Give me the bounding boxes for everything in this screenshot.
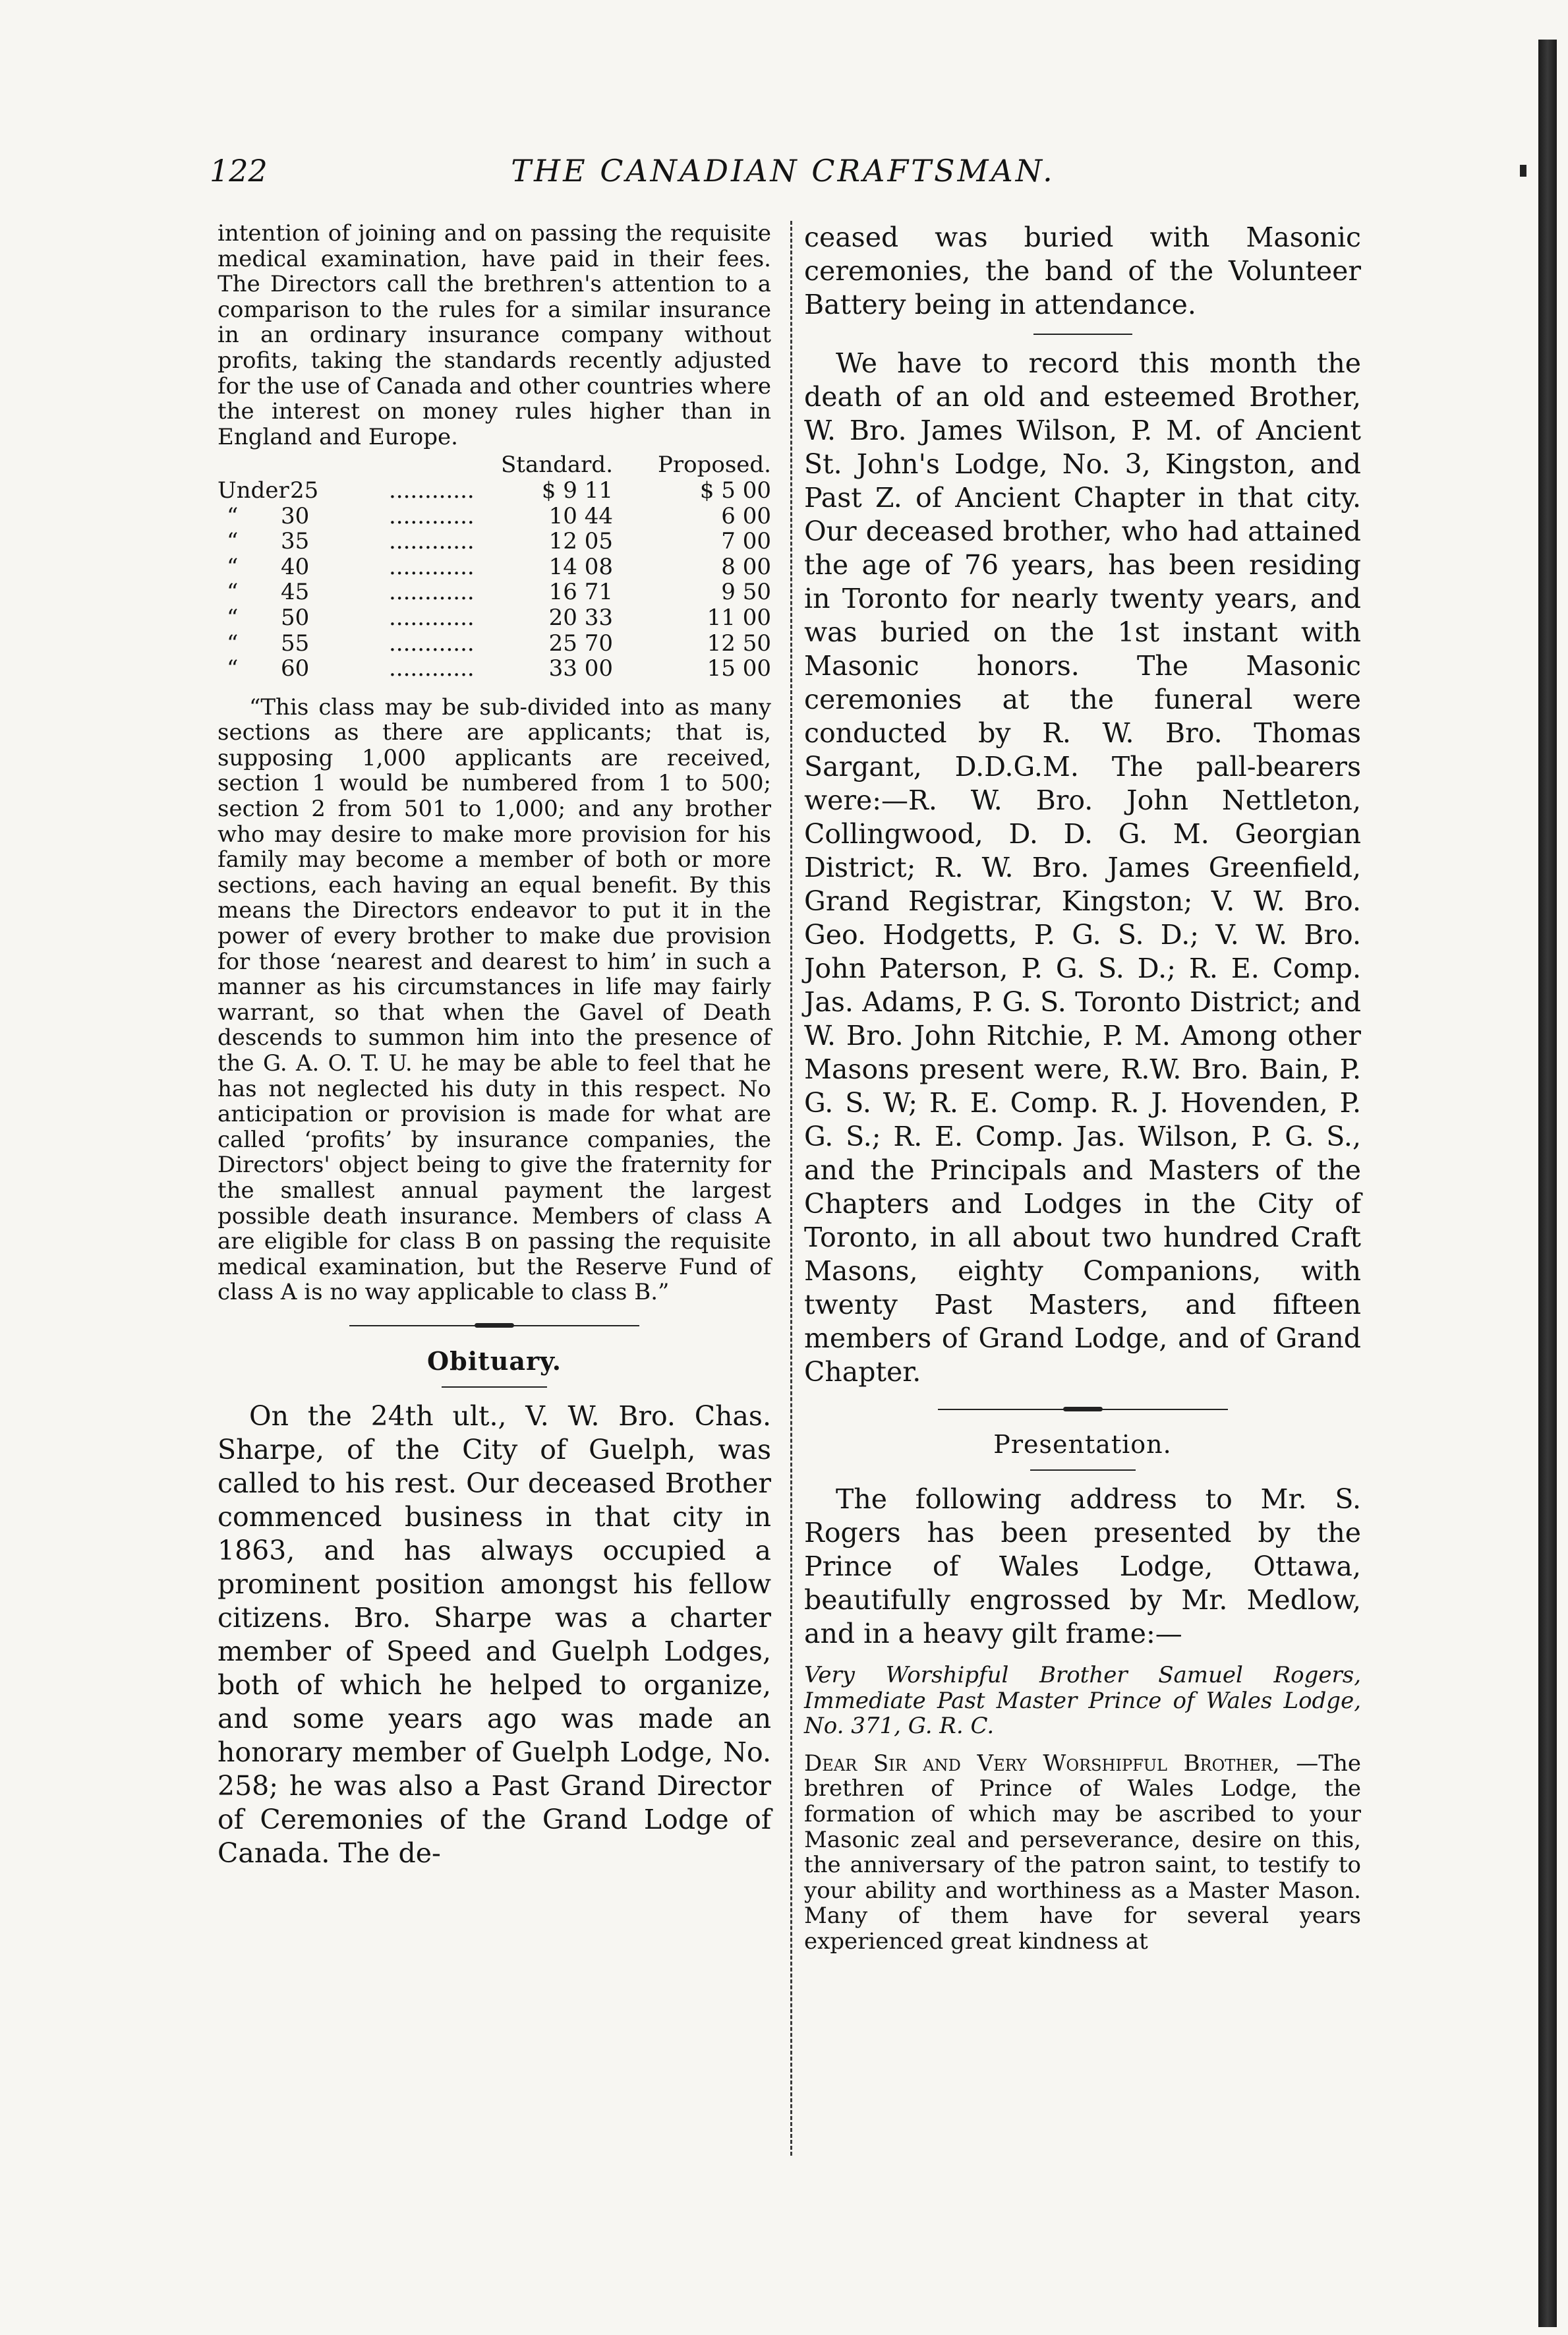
rates-table-row (218, 504, 771, 529)
rates-table-header (218, 452, 771, 478)
row-proposed-rate: 12 50 (707, 630, 771, 657)
row-leader-dots: ............ (389, 553, 475, 580)
obituary-wilson-paragraph: We have to record this month the death of an old and esteemed Brother, W. Bro. James Wilson, P. M. of Ancient St. John's Lodge, No. 3, Kingston, and Past Z. of Ancient Chapter in that city. Our deceased brother, who had attained the age of 76 years, has been residing in Toronto for nearly twenty years, and was buried on the 1st instant with Masonic honors. The Masonic ceremonies at the funeral were conducted by R. W. Bro. Thomas Sargant, D.D.G.M. The pall-bearers were:—R. W. Bro. John Nettleton, Collingwood, D. D. G. M. Georgian District; R. W. Bro. James Greenfield, Grand Registrar, Kingston; V. W. Bro. Geo. Hodgetts, P. G. S. D.; V. W. Bro. John Paterson, P. G. S. D.; R. E. Comp. Jas. Adams, P. G. S. Toronto District; and W. Bro. John Ritchie, P. M. Among other Masons present were, R.W. Bro. Bain, P. G. S. W; R. E. Comp. R. J. Hovenden, P. G. S.; R. E. Comp. Jas. Wilson, P. G. S., and the Principals and Masters of the Chapters and Lodges in the City of Toronto, in all about two hundred Craft Masons, eighty Companions, with twenty Past Masters, and fifteen members of Grand Lodge, and of Grand Chapter. (804, 347, 1361, 1388)
row-age: 35 (281, 528, 310, 555)
right-column (804, 221, 1361, 1955)
presentation-heading: Presentation. (993, 1430, 1172, 1459)
address-body-paragraph (804, 1751, 1361, 1955)
row-label: “ (227, 553, 239, 580)
running-title: THE CANADIAN CRAFTSMAN. (511, 153, 1055, 189)
section-rule (1033, 334, 1132, 335)
row-leader-dots: ............ (389, 630, 475, 657)
row-standard-rate: $ 9 11 (541, 477, 613, 504)
row-age: 50 (281, 604, 310, 631)
rates-table-row (218, 605, 771, 631)
page-edge-strip (1538, 40, 1557, 2327)
heading-rule (442, 1386, 547, 1388)
rates-table-row (218, 529, 771, 554)
row-label: “ (227, 655, 239, 682)
rates-table-row (218, 656, 771, 682)
column-rule (790, 221, 792, 2156)
insurance-intro-paragraph: intention of joining and on passing the requisite medical examination, have paid in their fees. The Directors call the brethren's attention to a comparison to the rules for a similar insurance in an ordinary insurance company without profits, taking the standards recently adjusted for the use of Canada and other countries where the interest on money rules higher than in England and Europe. (218, 220, 771, 450)
obituary-heading: Obituary. (427, 1345, 562, 1376)
row-standard-rate: 33 00 (548, 655, 613, 682)
row-label: “ (227, 604, 239, 631)
presentation-intro-paragraph: The following address to Mr. S. Rogers has been presented by the Prince of Wales Lodge, Ottawa, beautifully engrossed by Mr. Medlow, and in a heavy gilt frame:— (804, 1483, 1361, 1649)
ornamental-rule (938, 1407, 1228, 1411)
row-standard-rate: 12 05 (548, 528, 613, 555)
row-age: 45 (281, 579, 310, 606)
row-proposed-rate: 6 00 (721, 502, 771, 529)
row-leader-dots: ............ (389, 477, 475, 504)
edge-mark (1520, 165, 1526, 177)
address-recipient: Very Worshipful Brother Samuel Rogers, Immediate Past Master Prince of Wales Lodge, No. 371, G. R. C. (804, 1662, 1361, 1740)
rates-table-row (218, 579, 771, 605)
row-age: 25 (290, 477, 319, 504)
row-age: 60 (281, 655, 310, 682)
address-body-text: —The brethren of Prince of Wales Lodge, the formation of which may be ascribed to your Masonic zeal and perseverance, desire on this, the anniversary of the patron saint, to testify to your ability and worthiness as a Master Mason. Many of them have for several years experienced great kindness at (804, 1750, 1361, 1955)
row-leader-dots: ............ (389, 528, 475, 555)
heading-rule (1030, 1469, 1136, 1471)
header-standard: Standard. (501, 452, 613, 479)
row-label: “ (227, 528, 239, 555)
row-standard-rate: 14 08 (548, 553, 613, 580)
row-age: 55 (281, 630, 310, 657)
ornamental-rule (349, 1324, 639, 1328)
address-salutation: Dear Sir and Very Worshipful Brother, (804, 1750, 1280, 1777)
obituary-continuation: ceased was buried with Masonic ceremonies, the band of the Volunteer Battery being in attendance. (804, 222, 1361, 320)
rates-table-row (218, 554, 771, 580)
header-proposed: Proposed. (658, 452, 771, 479)
left-column (218, 221, 771, 1870)
obituary-sharpe-paragraph: On the 24th ult., V. W. Bro. Chas. Sharpe, of the City of Guelph, was called to his rest. Our deceased Brother commenced business in that city in 1863, and has always occupied a prominent position amongst his fellow citizens. Bro. Sharpe was a charter member of Speed and Guelph Lodges, both of which he helped to organize, and some years ago was made an honorary member of Guelph Lodge, No. 258; he was also a Past Grand Director of Ceremonies of the Grand Lodge of Canada. The de- (218, 1400, 771, 1869)
row-proposed-rate: 15 00 (707, 655, 771, 682)
row-standard-rate: 16 71 (548, 579, 613, 606)
row-proposed-rate: $ 5 00 (699, 477, 771, 504)
rates-table-body (218, 478, 771, 682)
row-standard-rate: 25 70 (548, 630, 613, 657)
rates-table-row (218, 631, 771, 657)
row-label: “ (227, 502, 239, 529)
row-leader-dots: ............ (389, 502, 475, 529)
row-proposed-rate: 7 00 (721, 528, 771, 555)
rates-table (218, 452, 771, 681)
page-number: 122 (210, 153, 268, 189)
class-quote-paragraph: “This class may be sub-divided into as many sections as there are applicants; that is, supposing 1,000 applicants are received, section 1 would be numbered from 1 to 500; section 2 from 501 to 1,000; and any brother who may desire to make more provision for his family may become a member of both or more sections, each having an equal benefit. By this means the Directors endeavor to put it in the power of every brother to make due provision for those ‘nearest and dearest to him’ in such a manner as his circumstances in life may fairly warrant, so that when the Gavel of Death descends to summon him into the presence of the G. A. O. T. U. he may be able to feel that he has not neglected his duty in this respect. No anticipation or provision is made for what are called ‘profits’ by insurance companies, the Directors' object being to give the fraternity for the smallest annual payment the largest possible death insurance. Members of class A are eligible for class B on passing the requisite medical examination, but the Reserve Fund of class A is no way applicable to class B.” (218, 694, 771, 1306)
row-label: “ (227, 630, 239, 657)
row-age: 40 (281, 553, 310, 580)
running-head (210, 153, 1356, 206)
row-leader-dots: ............ (389, 655, 475, 682)
row-leader-dots: ............ (389, 579, 475, 606)
row-label: Under (218, 477, 289, 504)
row-proposed-rate: 11 00 (707, 604, 771, 631)
row-standard-rate: 20 33 (548, 604, 613, 631)
row-proposed-rate: 9 50 (721, 579, 771, 606)
row-standard-rate: 10 44 (548, 502, 613, 529)
row-leader-dots: ............ (389, 604, 475, 631)
row-proposed-rate: 8 00 (721, 553, 771, 580)
row-age: 30 (281, 502, 310, 529)
row-label: “ (227, 579, 239, 606)
rates-table-row (218, 478, 771, 504)
